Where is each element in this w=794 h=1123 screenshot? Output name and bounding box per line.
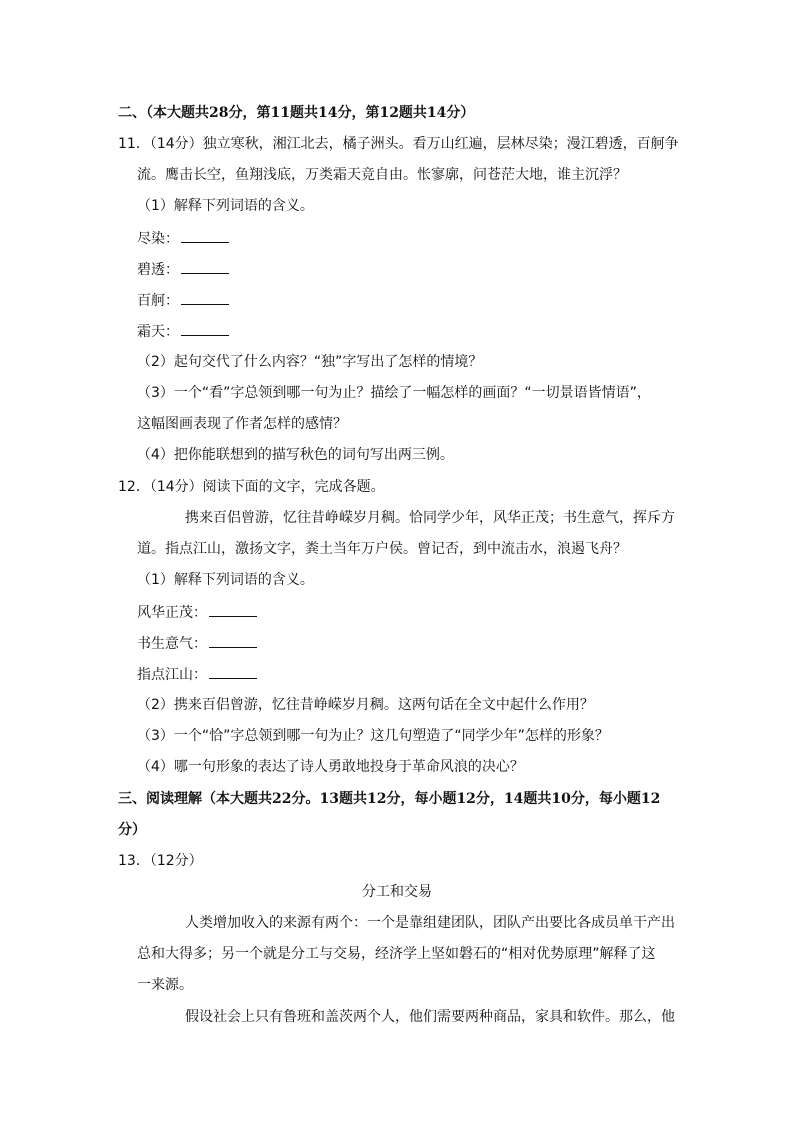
q12-stem: 12．（14分）阅读下面的文字，完成各题。: [118, 479, 385, 495]
section3-header-line1: 三、阅读理解（本大题共22分。13题共12分，每小题12分，14题共10分，每小题12: [118, 791, 661, 807]
q13-p1-line3: 一来源。: [137, 977, 193, 993]
q11-sub2: （2）起句交代了什么内容？“独”字写出了怎样的情境？: [137, 354, 483, 370]
q12-passage-line1: 携来百侣曾游，忆往昔峥嵘岁月稠。恰同学少年，风华正茂；书生意气，挥斥方: [185, 510, 675, 526]
q12-sub2: （2）携来百侣曾游，忆往昔峥嵘岁月稠。这两句话在全文中起什么作用？: [137, 697, 594, 713]
section2-header: 二、（本大题共28分，第11题共14分，第12题共14分）: [118, 105, 475, 121]
q13-stem: 13．（12分）: [118, 853, 203, 869]
q11-sub3-line1: （3）一个“看”字总领到哪一句为止？描绘了一幅怎样的画面？“一切景语皆情语”，: [137, 385, 651, 401]
q11-stem-line2: 流。鹰击长空，鱼翔浅底，万类霜天竞自由。怅寥廓，问苍茫大地，谁主沉浮？: [137, 167, 627, 183]
answer-blank: [209, 602, 257, 617]
answer-blank: [181, 228, 229, 243]
q12-sub4: （4）哪一句形象的表达了诗人勇敢地投身于革命风浪的决心？: [137, 759, 524, 775]
q13-p1-line1: 人类增加收入的来源有两个：一个是靠组建团队，团队产出要比各成员单干产出: [185, 915, 675, 931]
q11-term-4: 霜天：: [137, 321, 229, 342]
answer-blank: [209, 664, 257, 679]
q13-p2-line1: 假设社会上只有鲁班和盖茨两个人，他们需要两种商品，家具和软件。那么，他: [185, 1009, 675, 1025]
q11-term-2: 碧透：: [137, 259, 229, 280]
q13-title: 分工和交易: [362, 884, 432, 900]
q11-sub3-line2: 这幅图画表现了作者怎样的感情？: [137, 416, 347, 432]
q11-term-1: 尽染：: [137, 228, 229, 249]
q13-p1-line2: 总和大得多；另一个就是分工与交易，经济学上坚如磐石的“相对优势原理”解释了这: [137, 946, 656, 962]
q12-sub1: （1）解释下列词语的含义。: [137, 572, 314, 588]
q12-term-3: 指点江山：: [137, 664, 257, 685]
q12-passage-line2: 道。指点江山，激扬文字，粪土当年万户侯。曾记否，到中流击水，浪遏飞舟？: [137, 541, 627, 557]
q11-stem-line1: 11．（14分）独立寒秋，湘江北去，橘子洲头。看万山红遍，层林尽染；漫江碧透，百舸争: [118, 136, 679, 152]
answer-blank: [181, 290, 229, 305]
q11-term-3: 百舸：: [137, 290, 229, 311]
q12-term-2: 书生意气：: [137, 633, 257, 654]
answer-blank: [209, 633, 257, 648]
q11-sub4: （4）把你能联想到的描写秋色的词句写出两三例。: [137, 447, 454, 463]
q12-sub3: （3）一个“恰”字总领到哪一句为止？这几句塑造了“同学少年”怎样的形象？: [137, 728, 609, 744]
answer-blank: [181, 321, 229, 336]
section3-header-line2: 分）: [118, 822, 146, 838]
answer-blank: [181, 259, 229, 274]
q11-sub1: （1）解释下列词语的含义。: [137, 198, 314, 214]
q12-term-1: 风华正茂：: [137, 602, 257, 623]
